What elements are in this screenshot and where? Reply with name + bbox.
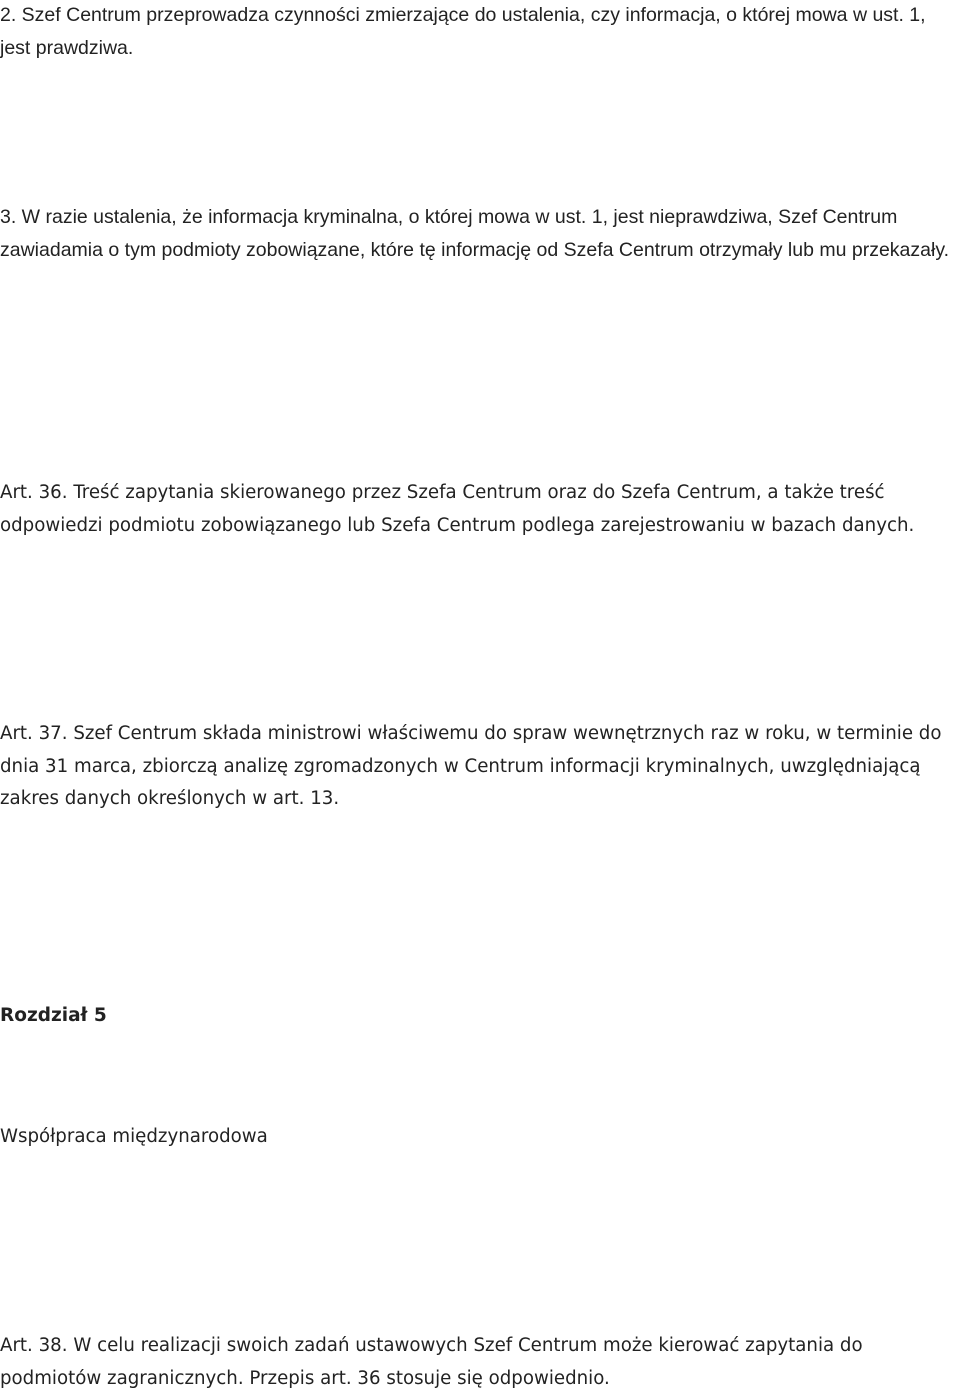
chapter-title: Współpraca międzynarodowa bbox=[0, 1126, 268, 1147]
chapter-heading: Rozdział 5 bbox=[0, 1005, 107, 1026]
paragraph-ust-2: 2. Szef Centrum przeprowadza czynności zmierzające do ustalenia, czy informacja, o której mowa w ust. 1, jest prawdziwa. bbox=[0, 4, 926, 59]
paragraph-ust-3: 3. W razie ustalenia, że informacja kryminalna, o której mowa w ust. 1, jest nieprawdziwa, Szef Centrum zawiadamia o tym podmioty zobowiązane, które tę informację od Szefa Centrum otrzymały lub mu przekazały. bbox=[0, 206, 950, 261]
article-38: Art. 38. W celu realizacji swoich zadań ustawowych Szef Centrum może kierować zapytania do podmiotów zagranicznych. Przepis art. 36 stosuje się odpowiednio. bbox=[0, 1335, 863, 1389]
article-36: Art. 36. Treść zapytania skierowanego przez Szefa Centrum oraz do Szefa Centrum, a także treść odpowiedzi podmiotu zobowiązanego lub Szefa Centrum podlega zarejestrowaniu w bazach danych. bbox=[0, 482, 915, 536]
article-37: Art. 37. Szef Centrum składa ministrowi właściwemu do spraw wewnętrznych raz w roku, w terminie do dnia 31 marca, zbiorczą analizę zgromadzonych w Centrum informacji kryminalnych, uwzględniającą zakres danych określonych w art. 13. bbox=[0, 723, 942, 809]
